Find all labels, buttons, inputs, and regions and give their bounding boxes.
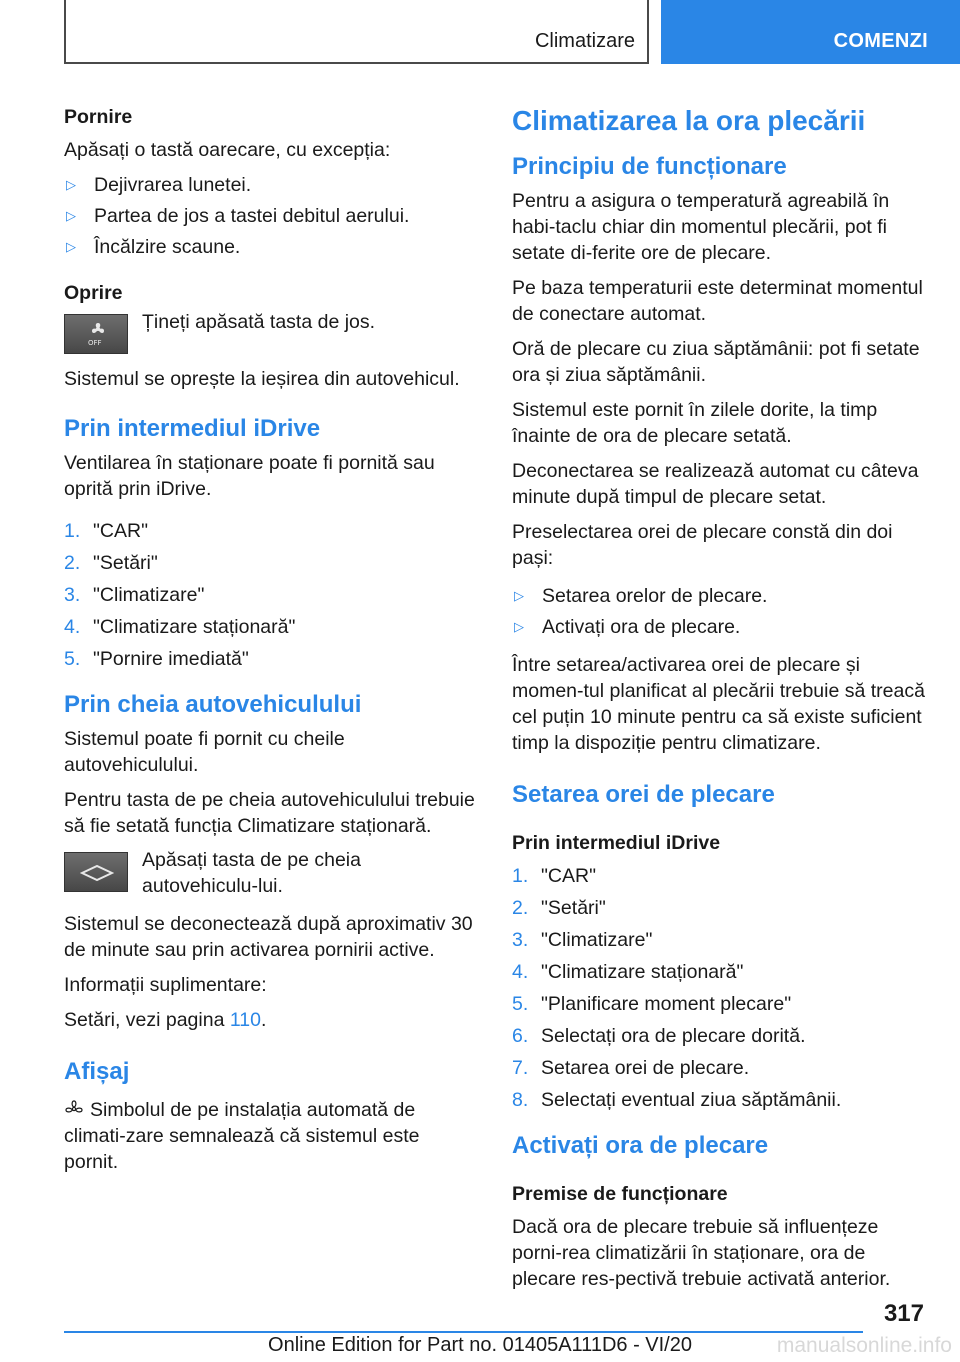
triangle-bullet-icon: ▷ — [514, 588, 524, 603]
key-button-text: Apăsați tasta de pe cheia autovehiculu-lui. — [142, 849, 361, 897]
oprire-button-row — [64, 313, 478, 354]
afisaj-text: Simbolul de pe instalația automată de climati-zare semnalează că sistemul este pornit. — [64, 1099, 420, 1173]
chapter-tab-label: COMENZI — [833, 30, 928, 52]
footer-edition: Online Edition for Part no. 01405A111D6 - VI/20 — [268, 1334, 692, 1356]
key-button-row — [64, 851, 478, 899]
list-item: 2. "Setări" — [512, 897, 606, 919]
principiu-heading: Principiu de funcționare — [512, 153, 787, 180]
list-item: ▷ Încălzire scaune. — [66, 236, 241, 258]
list-item: 5. "Planificare moment plecare" — [512, 993, 792, 1015]
key-text-1: Sistemul poate fi pornit cu cheile autovehiculului. — [64, 728, 345, 776]
afisaj-heading: Afișaj — [64, 1058, 130, 1085]
list-item: 8. Selectați eventual ziua săptămânii. — [512, 1089, 842, 1111]
footer-divider — [64, 1331, 863, 1333]
principiu-p1: Pentru a asigura o temperatură agreabilă în habi-taclu chiar din momentul plecării, pot fi setate di-ferite ore de plecare. — [512, 190, 890, 264]
list-item: 2. "Setări" — [64, 552, 158, 574]
left-column — [64, 104, 478, 1184]
setarea-heading: Setarea orei de plecare — [512, 781, 775, 808]
principiu-p7: Între setarea/activarea orei de plecare și momen-tul planificat al plecării trebuie să treacă cel puțin 10 minute pentru ca să existe suficient timp la dispoziție pentru climatizare. — [512, 654, 925, 754]
principiu-p5: Deconectarea se realizează automat cu câteva minute după timpul de plecare setat. — [512, 460, 919, 508]
page-title: Climatizarea la ora plecării — [512, 105, 866, 136]
pornire-list — [64, 172, 478, 260]
oprire-button-text: Țineți apăsată tasta de jos. — [142, 311, 376, 333]
section-title: Climatizare — [534, 30, 635, 52]
right-column — [512, 104, 926, 1301]
list-item: 6. Selectați ora de plecare dorită. — [512, 1025, 806, 1047]
oprire-heading: Oprire — [64, 282, 123, 304]
key-reference: Setări, vezi pagina 110. — [64, 1009, 267, 1031]
list-item: 3. "Climatizare" — [512, 929, 653, 951]
key-text-2: Pentru tasta de pe cheia autovehiculului trebuie să fie setată funcția Climatizare staționară. — [64, 789, 475, 837]
idrive-text: Ventilarea în staționare poate fi pornită sau oprită prin iDrive. — [64, 452, 435, 500]
setarea-subhead: Prin intermediul iDrive — [512, 832, 721, 854]
svg-text:OFF: OFF — [88, 339, 102, 347]
activati-text: Dacă ora de plecare trebuie să influențeze porni-rea climatizării în staționare, ora de plecare res-pectivă trebuie activată anterior. — [512, 1216, 891, 1290]
page-number: 317 — [883, 1300, 924, 1327]
list-item: 4. "Climatizare staționară" — [512, 961, 744, 983]
principiu-p2: Pe baza temperaturii este determinat momentul de conectare automat. — [512, 277, 923, 325]
page-link[interactable]: 110 — [229, 1009, 261, 1031]
idrive-heading: Prin intermediul iDrive — [64, 415, 321, 442]
list-item: 4. "Climatizare staționară" — [64, 616, 296, 638]
activati-subhead: Premise de funcționare — [512, 1183, 728, 1205]
header-section-box — [64, 0, 649, 64]
list-item: 5. "Pornire imediată" — [64, 648, 249, 670]
watermark: manualsonline.info — [776, 1334, 952, 1357]
fan-off-button-image — [64, 314, 128, 354]
car-key-button-icon — [80, 863, 114, 883]
list-item: 1. "CAR" — [512, 865, 597, 887]
idrive-steps — [64, 518, 478, 672]
list-item: 1. "CAR" — [64, 520, 149, 542]
activati-heading: Activați ora de plecare — [512, 1132, 769, 1159]
list-item: ▷ Dejivrarea lunetei. — [66, 174, 252, 196]
principiu-p3: Oră de plecare cu ziua săptămânii: pot fi setate ora și ziua săptămânii. — [512, 338, 920, 386]
list-item: 3. "Climatizare" — [64, 584, 205, 606]
triangle-bullet-icon: ▷ — [66, 239, 76, 254]
triangle-bullet-icon: ▷ — [514, 619, 524, 634]
principiu-p6: Preselectarea orei de plecare constă din doi pași: — [512, 521, 893, 569]
triangle-bullet-icon: ▷ — [66, 208, 76, 223]
car-key-button-image — [64, 852, 128, 892]
list-item: ▷ Activați ora de plecare. — [514, 616, 741, 638]
list-item: 7. Setarea orei de plecare. — [512, 1057, 750, 1079]
fan-off-icon — [87, 321, 109, 347]
pornire-heading: Pornire — [64, 106, 133, 128]
key-text-4: Informații suplimentare: — [64, 974, 267, 996]
fan-symbol-icon — [64, 1100, 84, 1118]
key-text-3: Sistemul se deconectează după aproximativ 30 de minute sau prin activarea pornirii active. — [64, 913, 473, 961]
principiu-list — [512, 583, 926, 640]
triangle-bullet-icon: ▷ — [66, 177, 76, 192]
oprire-note: Sistemul se oprește la ieșirea din autovehicul. — [64, 368, 460, 390]
pornire-text: Apăsați o tastă oarecare, cu excepția: — [64, 139, 391, 161]
setarea-steps — [512, 863, 926, 1113]
list-item: ▷ Partea de jos a tastei debitul aerului. — [66, 205, 410, 227]
chapter-tab[interactable] — [661, 0, 960, 64]
principiu-p4: Sistemul este pornit în zilele dorite, la timp înainte de ora de plecare setată. — [512, 399, 878, 447]
list-item: ▷ Setarea orelor de plecare. — [514, 585, 768, 607]
key-heading: Prin cheia autovehiculului — [64, 691, 362, 718]
